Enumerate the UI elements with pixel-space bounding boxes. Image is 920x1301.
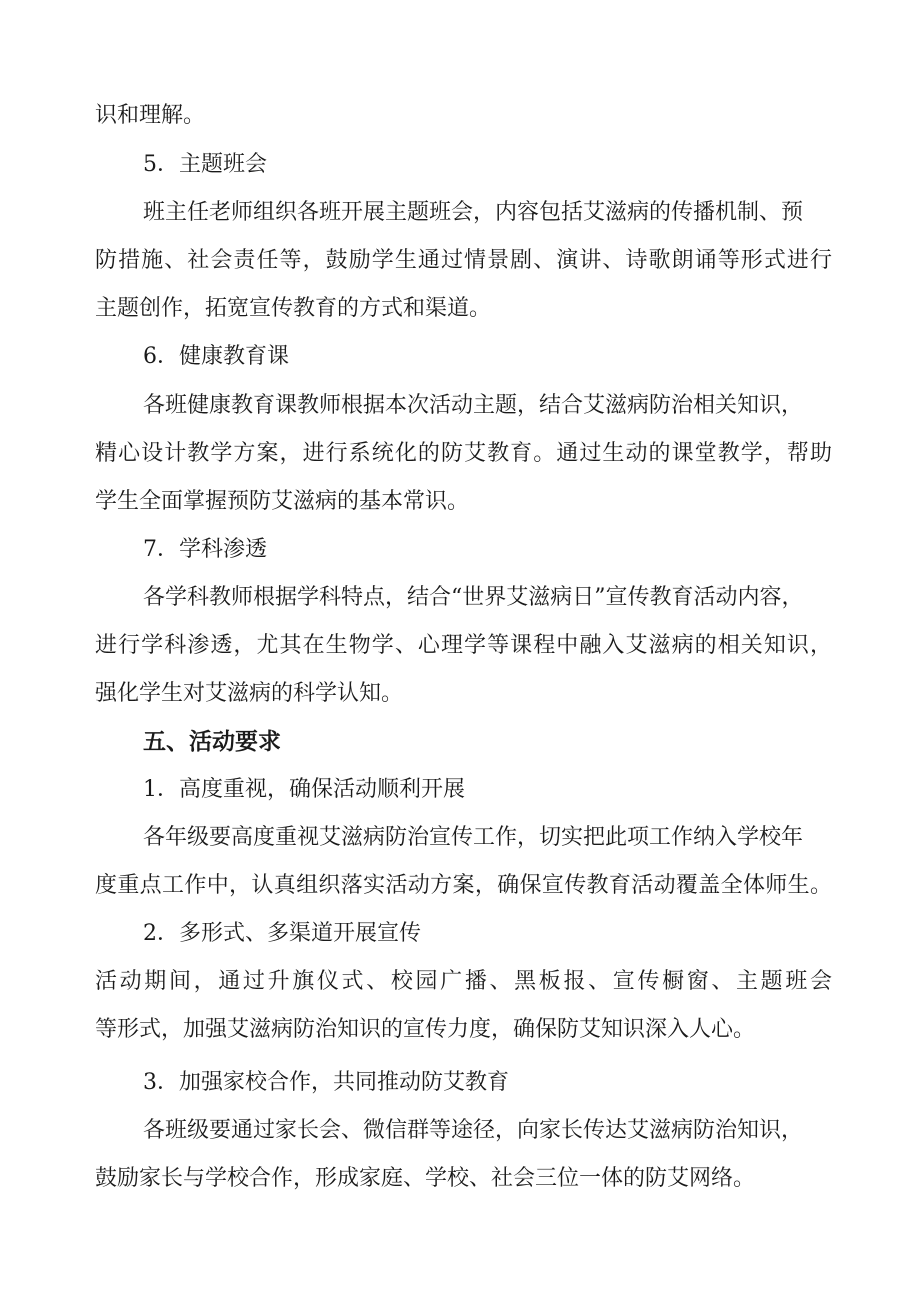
paragraph-line: 精心设计教学方案，进行系统化的防艾教育。通过生动的课堂教学，帮助 — [95, 441, 832, 466]
paragraph-line: 各学科教师根据学科特点，结合“世界艾滋病日”宣传教育活动内容， — [143, 585, 804, 610]
paragraph-line: 鼓励家长与学校合作，形成家庭、学校、社会三位一体的防艾网络。 — [95, 1166, 756, 1191]
paragraph-line: 各班健康教育课教师根据本次活动主题，结合艾滋病防治相关知识， — [143, 393, 804, 418]
paragraph-line: 活动期间，通过升旗仪式、校园广播、黑板报、宣传橱窗、主题班会 — [95, 969, 832, 994]
subheading-high-attention: 1．高度重视，确保活动顺利开展 — [143, 777, 465, 802]
subheading-subject-integration: 7．学科渗透 — [143, 537, 267, 562]
paragraph-line: 强化学生对艾滋病的科学认知。 — [95, 681, 404, 706]
paragraph-line: 防措施、社会责任等，鼓励学生通过情景剧、演讲、诗歌朗诵等形式进行 — [95, 248, 832, 273]
paragraph-line: 等形式，加强艾滋病防治知识的宣传力度，确保防艾知识深入人心。 — [95, 1017, 756, 1042]
subheading-home-school: 3．加强家校合作，共同推动防艾教育 — [143, 1070, 509, 1095]
paragraph-line: 各年级要高度重视艾滋病防治宣传工作，切实把此项工作纳入学校年 — [143, 825, 804, 850]
subheading-multi-channel: 2．多形式、多渠道开展宣传 — [143, 921, 421, 946]
paragraph-line: 各班级要通过家长会、微信群等途径，向家长传达艾滋病防治知识， — [143, 1118, 804, 1143]
paragraph-line: 学生全面掌握预防艾滋病的基本常识。 — [95, 489, 470, 514]
subheading-health-education: 6．健康教育课 — [143, 344, 289, 369]
subheading-theme-class-meeting: 5．主题班会 — [143, 152, 267, 177]
paragraph-line: 度重点工作中，认真组织落实活动方案，确保宣传教育活动覆盖全体师生。 — [95, 873, 832, 898]
paragraph-line: 进行学科渗透，尤其在生物学、心理学等课程中融入艾滋病的相关知识， — [95, 633, 832, 658]
paragraph-line: 识和理解。 — [95, 103, 206, 128]
section-heading: 五、活动要求 — [143, 729, 281, 755]
paragraph-line: 主题创作，拓宽宣传教育的方式和渠道。 — [95, 296, 492, 321]
paragraph-line: 班主任老师组织各班开展主题班会，内容包括艾滋病的传播机制、预 — [143, 200, 804, 225]
